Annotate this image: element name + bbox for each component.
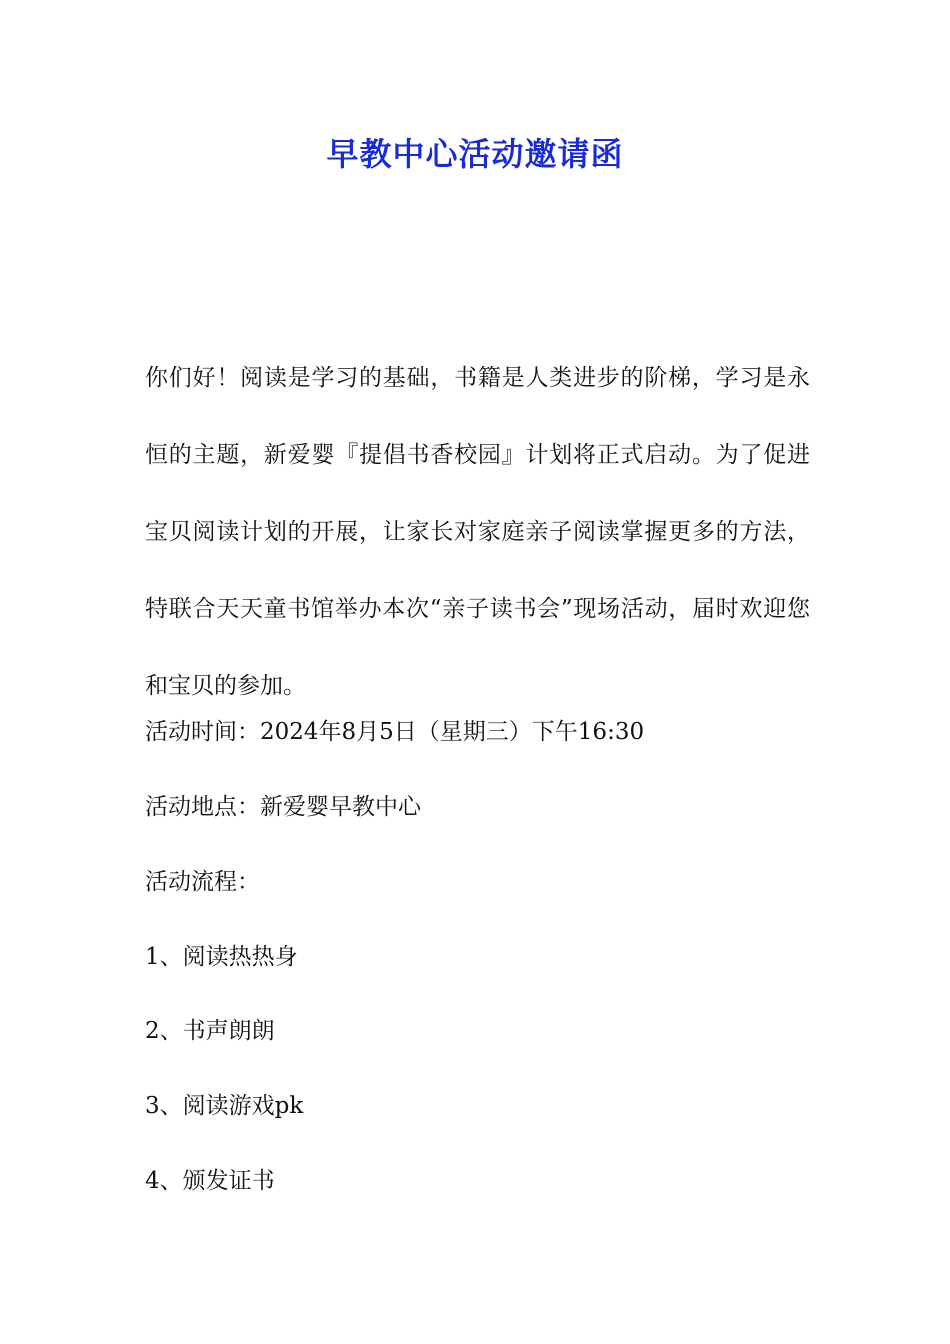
activity-time: 活动时间：2024年8月5日（星期三）下午16:30 (145, 719, 645, 745)
process-item: 1、阅读热热身 (145, 944, 298, 970)
page-title: 早教中心活动邀请函 (326, 135, 624, 173)
process-heading: 活动流程： (145, 869, 260, 895)
intro-paragraph: 你们好！阅读是学习的基础，书籍是人类进步的阶梯，学习是永恒的主题，新爱婴『提倡书香校园』计划将正式启动。为了促进宝贝阅读计划的开展，让家长对家庭亲子阅读掌握更多的方法，特联合天天童书馆举办本次“亲子读书会”现场活动，届时欢迎您和宝贝的参加。 (145, 365, 810, 699)
activity-location: 活动地点：新爱婴早教中心 (145, 794, 421, 820)
process-item: 3、阅读游戏pk (145, 1093, 304, 1119)
process-item: 4、颁发证书 (145, 1168, 275, 1194)
process-item: 2、书声朗朗 (145, 1018, 275, 1044)
